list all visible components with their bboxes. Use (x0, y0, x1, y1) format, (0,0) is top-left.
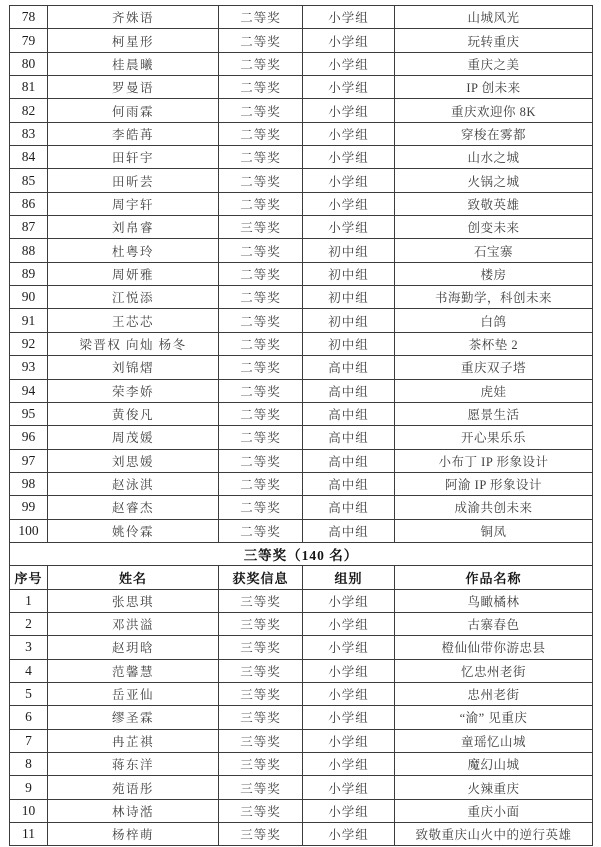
cell-serial-number: 3 (10, 636, 48, 659)
cell-work-title: 成渝共创未来 (395, 496, 593, 519)
table-row (10, 449, 593, 472)
cell-award: 三等奖 (219, 823, 303, 846)
cell-serial-number: 8 (10, 753, 48, 776)
cell-name: 王芯芯 (48, 309, 219, 332)
table-row (10, 52, 593, 75)
cell-work-title: 致敬英雄 (395, 192, 593, 215)
cell-award: 三等奖 (219, 729, 303, 752)
table-row (10, 659, 593, 682)
cell-name: 赵玥晗 (48, 636, 219, 659)
cell-group: 高中组 (303, 472, 395, 495)
cell-name: 梁晋权 向灿 杨冬 (48, 332, 219, 355)
cell-name: 冉芷祺 (48, 729, 219, 752)
table-row (10, 636, 593, 659)
cell-name: 江悦添 (48, 286, 219, 309)
cell-group: 小学组 (303, 589, 395, 612)
cell-group: 小学组 (303, 636, 395, 659)
cell-work-title: 愿景生活 (395, 402, 593, 425)
cell-name: 李皓苒 (48, 122, 219, 145)
cell-group: 高中组 (303, 356, 395, 379)
cell-award: 二等奖 (219, 449, 303, 472)
cell-work-title: 鸟瞰橘林 (395, 589, 593, 612)
cell-group: 小学组 (303, 612, 395, 635)
cell-award: 三等奖 (219, 776, 303, 799)
cell-name: 蒋东洋 (48, 753, 219, 776)
table-row (10, 332, 593, 355)
cell-group: 高中组 (303, 496, 395, 519)
table-row (10, 286, 593, 309)
table-row (10, 169, 593, 192)
cell-work-title: 魔幻山城 (395, 753, 593, 776)
cell-work-title: 重庆欢迎你 8K (395, 99, 593, 122)
cell-serial-number: 11 (10, 823, 48, 846)
cell-group: 小学组 (303, 729, 395, 752)
cell-group: 初中组 (303, 262, 395, 285)
cell-group: 高中组 (303, 449, 395, 472)
table-row (10, 706, 593, 729)
cell-work-title: 橙仙仙带你游忠县 (395, 636, 593, 659)
column-header-row (10, 566, 593, 589)
cell-group: 小学组 (303, 76, 395, 99)
cell-work-title: 小布丁 IP 形象设计 (395, 449, 593, 472)
cell-name: 何雨霖 (48, 99, 219, 122)
cell-name: 桂晨曦 (48, 52, 219, 75)
cell-serial-number: 81 (10, 76, 48, 99)
cell-name: 刘锦熠 (48, 356, 219, 379)
cell-award: 三等奖 (219, 799, 303, 822)
cell-award: 二等奖 (219, 6, 303, 29)
cell-serial-number: 5 (10, 682, 48, 705)
cell-group: 小学组 (303, 776, 395, 799)
cell-award: 三等奖 (219, 589, 303, 612)
cell-serial-number: 87 (10, 216, 48, 239)
cell-serial-number: 78 (10, 6, 48, 29)
cell-group: 初中组 (303, 286, 395, 309)
cell-work-title: 忆忠州老街 (395, 659, 593, 682)
cell-name: 赵睿杰 (48, 496, 219, 519)
table-row (10, 612, 593, 635)
cell-work-title: 石宝寨 (395, 239, 593, 262)
table-row (10, 99, 593, 122)
cell-work-title: “渝” 见重庆 (395, 706, 593, 729)
cell-award: 二等奖 (219, 472, 303, 495)
cell-serial-number: 100 (10, 519, 48, 542)
cell-award: 二等奖 (219, 402, 303, 425)
cell-name: 缪圣霖 (48, 706, 219, 729)
table-row (10, 239, 593, 262)
cell-work-title: 开心果乐乐 (395, 426, 593, 449)
column-header-group: 组别 (303, 566, 395, 589)
cell-group: 高中组 (303, 519, 395, 542)
cell-name: 田轩宇 (48, 146, 219, 169)
cell-award: 二等奖 (219, 76, 303, 99)
table-row (10, 519, 593, 542)
cell-award: 二等奖 (219, 356, 303, 379)
cell-award: 二等奖 (219, 262, 303, 285)
cell-group: 小学组 (303, 29, 395, 52)
cell-work-title: IP 创未来 (395, 76, 593, 99)
table-row (10, 29, 593, 52)
cell-group: 高中组 (303, 402, 395, 425)
cell-group: 小学组 (303, 799, 395, 822)
cell-work-title: 白鸽 (395, 309, 593, 332)
cell-award: 三等奖 (219, 216, 303, 239)
cell-work-title: 书海勤学，科创未来 (395, 286, 593, 309)
cell-award: 二等奖 (219, 29, 303, 52)
cell-serial-number: 90 (10, 286, 48, 309)
awards-table (9, 5, 593, 846)
column-header-name: 姓名 (48, 566, 219, 589)
third-prize-section (10, 542, 593, 589)
table-row (10, 682, 593, 705)
cell-serial-number: 80 (10, 52, 48, 75)
table-row (10, 356, 593, 379)
table-row (10, 192, 593, 215)
column-header-work: 作品名称 (395, 566, 593, 589)
section-title: 三等奖（140 名） (10, 542, 593, 565)
third-prize-rows (10, 589, 593, 846)
column-header-no: 序号 (10, 566, 48, 589)
cell-award: 二等奖 (219, 519, 303, 542)
cell-serial-number: 97 (10, 449, 48, 472)
cell-serial-number: 6 (10, 706, 48, 729)
section-header-row (10, 542, 593, 565)
cell-group: 小学组 (303, 682, 395, 705)
cell-serial-number: 93 (10, 356, 48, 379)
cell-serial-number: 91 (10, 309, 48, 332)
cell-name: 齐姝语 (48, 6, 219, 29)
table-row (10, 426, 593, 449)
cell-work-title: 玩转重庆 (395, 29, 593, 52)
table-row (10, 589, 593, 612)
cell-award: 二等奖 (219, 192, 303, 215)
cell-serial-number: 4 (10, 659, 48, 682)
cell-award: 二等奖 (219, 99, 303, 122)
cell-award: 二等奖 (219, 379, 303, 402)
table-row (10, 122, 593, 145)
cell-work-title: 忠州老街 (395, 682, 593, 705)
cell-name: 岳亚仙 (48, 682, 219, 705)
table-row (10, 309, 593, 332)
table-row (10, 753, 593, 776)
cell-work-title: 火锅之城 (395, 169, 593, 192)
cell-award: 二等奖 (219, 309, 303, 332)
table-row (10, 472, 593, 495)
table-row (10, 776, 593, 799)
cell-name: 杨梓萌 (48, 823, 219, 846)
cell-name: 苑语彤 (48, 776, 219, 799)
cell-award: 三等奖 (219, 612, 303, 635)
cell-group: 小学组 (303, 122, 395, 145)
cell-name: 柯星形 (48, 29, 219, 52)
cell-group: 小学组 (303, 192, 395, 215)
cell-award: 二等奖 (219, 496, 303, 519)
cell-work-title: 童瑶忆山城 (395, 729, 593, 752)
cell-work-title: 山城风光 (395, 6, 593, 29)
cell-award: 二等奖 (219, 52, 303, 75)
cell-serial-number: 86 (10, 192, 48, 215)
cell-work-title: 山水之城 (395, 146, 593, 169)
cell-work-title: 古寨春色 (395, 612, 593, 635)
cell-work-title: 火辣重庆 (395, 776, 593, 799)
cell-serial-number: 98 (10, 472, 48, 495)
cell-award: 二等奖 (219, 169, 303, 192)
cell-name: 姚伶霖 (48, 519, 219, 542)
table-row (10, 496, 593, 519)
cell-work-title: 楼房 (395, 262, 593, 285)
cell-award: 三等奖 (219, 659, 303, 682)
cell-award: 二等奖 (219, 426, 303, 449)
cell-name: 张思琪 (48, 589, 219, 612)
cell-name: 荣李娇 (48, 379, 219, 402)
table-row (10, 799, 593, 822)
cell-group: 小学组 (303, 6, 395, 29)
table-row (10, 6, 593, 29)
table-row (10, 262, 593, 285)
cell-group: 小学组 (303, 659, 395, 682)
table-row (10, 823, 593, 846)
cell-serial-number: 2 (10, 612, 48, 635)
table-row (10, 146, 593, 169)
table-row (10, 729, 593, 752)
cell-serial-number: 88 (10, 239, 48, 262)
cell-name: 邓洪溢 (48, 612, 219, 635)
cell-serial-number: 95 (10, 402, 48, 425)
cell-name: 范馨慧 (48, 659, 219, 682)
cell-work-title: 致敬重庆山火中的逆行英雄 (395, 823, 593, 846)
cell-award: 三等奖 (219, 706, 303, 729)
cell-work-title: 虎娃 (395, 379, 593, 402)
cell-group: 小学组 (303, 823, 395, 846)
cell-group: 小学组 (303, 99, 395, 122)
cell-group: 高中组 (303, 426, 395, 449)
second-prize-rows (10, 6, 593, 543)
cell-name: 罗曼语 (48, 76, 219, 99)
cell-serial-number: 7 (10, 729, 48, 752)
cell-serial-number: 89 (10, 262, 48, 285)
cell-serial-number: 82 (10, 99, 48, 122)
cell-group: 高中组 (303, 379, 395, 402)
cell-group: 小学组 (303, 146, 395, 169)
cell-group: 小学组 (303, 706, 395, 729)
cell-award: 三等奖 (219, 753, 303, 776)
cell-group: 初中组 (303, 332, 395, 355)
table-row (10, 379, 593, 402)
cell-serial-number: 85 (10, 169, 48, 192)
cell-serial-number: 84 (10, 146, 48, 169)
cell-work-title: 重庆双子塔 (395, 356, 593, 379)
cell-serial-number: 9 (10, 776, 48, 799)
cell-serial-number: 83 (10, 122, 48, 145)
cell-name: 刘思媛 (48, 449, 219, 472)
table-row (10, 402, 593, 425)
cell-serial-number: 96 (10, 426, 48, 449)
column-header-award: 获奖信息 (219, 566, 303, 589)
cell-name: 黄俊凡 (48, 402, 219, 425)
cell-name: 杜粤玲 (48, 239, 219, 262)
cell-name: 林诗湉 (48, 799, 219, 822)
cell-award: 三等奖 (219, 636, 303, 659)
cell-award: 三等奖 (219, 682, 303, 705)
cell-name: 周茂媛 (48, 426, 219, 449)
cell-name: 赵泳淇 (48, 472, 219, 495)
table-row (10, 216, 593, 239)
cell-group: 小学组 (303, 753, 395, 776)
cell-group: 初中组 (303, 309, 395, 332)
cell-work-title: 重庆小面 (395, 799, 593, 822)
cell-name: 周妍雅 (48, 262, 219, 285)
table-row (10, 76, 593, 99)
cell-work-title: 茶杯垫 2 (395, 332, 593, 355)
cell-award: 二等奖 (219, 122, 303, 145)
cell-name: 刘帛睿 (48, 216, 219, 239)
cell-name: 田昕芸 (48, 169, 219, 192)
cell-group: 小学组 (303, 52, 395, 75)
cell-work-title: 穿梭在雾都 (395, 122, 593, 145)
cell-serial-number: 99 (10, 496, 48, 519)
cell-serial-number: 1 (10, 589, 48, 612)
cell-work-title: 铜凤 (395, 519, 593, 542)
cell-award: 二等奖 (219, 146, 303, 169)
cell-name: 周宇轩 (48, 192, 219, 215)
cell-serial-number: 92 (10, 332, 48, 355)
cell-group: 初中组 (303, 239, 395, 262)
cell-work-title: 阿渝 IP 形象设计 (395, 472, 593, 495)
cell-award: 二等奖 (219, 332, 303, 355)
cell-serial-number: 79 (10, 29, 48, 52)
cell-award: 二等奖 (219, 286, 303, 309)
cell-serial-number: 94 (10, 379, 48, 402)
cell-group: 小学组 (303, 169, 395, 192)
cell-award: 二等奖 (219, 239, 303, 262)
cell-group: 小学组 (303, 216, 395, 239)
cell-serial-number: 10 (10, 799, 48, 822)
cell-work-title: 重庆之美 (395, 52, 593, 75)
cell-work-title: 创变未来 (395, 216, 593, 239)
